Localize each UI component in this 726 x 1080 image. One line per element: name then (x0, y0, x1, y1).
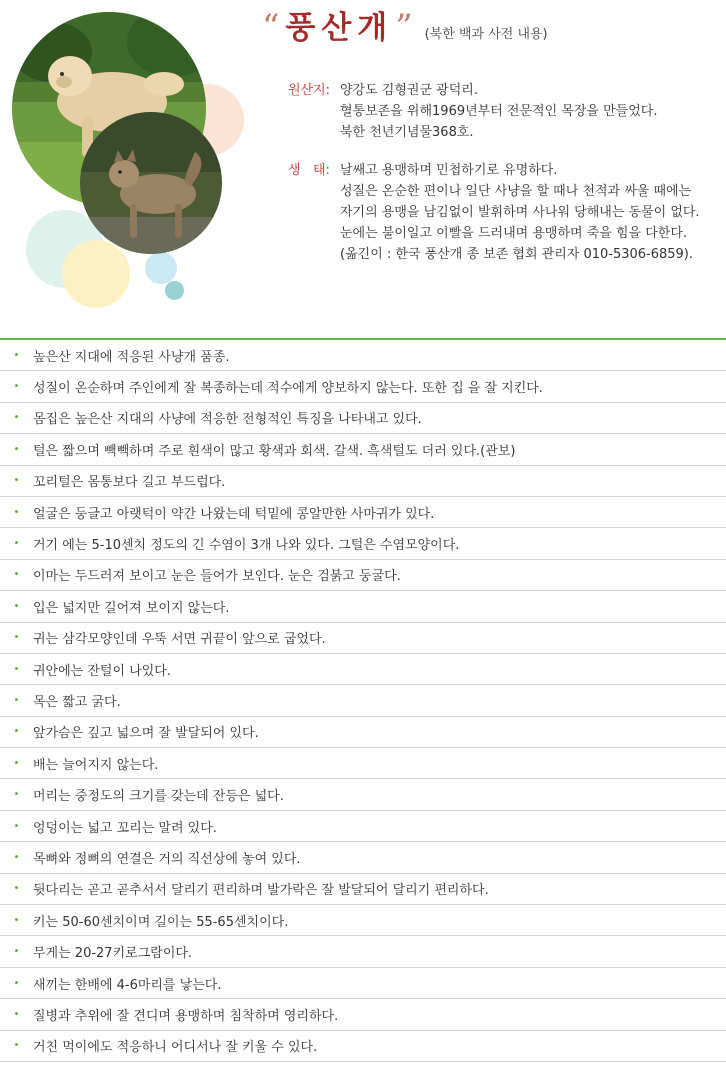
bullet-icon: • (13, 506, 20, 518)
ecology-label: 생 태: (288, 163, 330, 178)
list-item (0, 340, 726, 371)
list-item (0, 371, 726, 402)
list-item (0, 717, 726, 748)
bullet-icon: • (13, 381, 20, 393)
bullet-icon: • (13, 1008, 20, 1020)
open-quote: “ (262, 7, 280, 47)
list-item (0, 874, 726, 905)
ecology-info (288, 160, 726, 270)
header-section (0, 0, 726, 338)
brown-dog-photo (80, 112, 222, 254)
bullet-icon: • (13, 443, 20, 455)
origin-label: 원산지: (288, 83, 331, 98)
bullet-icon: • (13, 632, 20, 644)
ecology-line: 자기의 용맹을 남김없이 발휘하며 사나워 당해내는 동물이 없다. (340, 205, 700, 220)
list-item-text: 귀안에는 잔털이 나있다. (33, 663, 171, 679)
list-item-text: 성질이 온순하며 주인에게 잘 복종하는데 적수에게 양보하지 않는다. 또한 집 을 잘 지킨다. (33, 381, 543, 397)
ecology-line: (옮긴이 : 한국 풍산개 종 보존 협회 관리자 010-5306-6859). (340, 247, 694, 262)
list-item-text: 무게는 20-27키로그람이다. (33, 946, 193, 962)
bullet-icon: • (13, 914, 20, 926)
bullet-icon: • (13, 789, 20, 801)
list-item-text: 귀는 삼각모양인데 우뚝 서면 귀끝이 앞으로 굽었다. (33, 632, 326, 648)
decor-circle-yellow (62, 240, 130, 308)
page-subtitle: (북한 백과 사전 내용) (424, 27, 548, 42)
origin-line: 혈통보존을 위해1969년부터 전문적인 목장을 만들었다. (340, 104, 658, 119)
bullet-icon: • (13, 694, 20, 706)
list-item (0, 842, 726, 873)
title-block (262, 8, 548, 48)
list-item-text: 머리는 중정도의 크기를 갖는데 잔등은 넓다. (33, 789, 284, 805)
list-item (0, 936, 726, 967)
bullet-icon: • (13, 946, 20, 958)
list-item-text: 앞가슴은 깊고 넓으며 잘 발달되어 있다. (33, 726, 259, 742)
list-item (0, 434, 726, 465)
list-item (0, 528, 726, 559)
list-item-text: 이마는 두드러져 보이고 눈은 들어가 보인다. 눈은 검붉고 둥굴다. (33, 569, 401, 585)
ecology-lines (340, 160, 720, 265)
list-item (0, 905, 726, 936)
list-item-text: 거기 에는 5-10센치 정도의 긴 수염이 3개 나와 있다. 그털은 수염모양이다. (33, 538, 460, 554)
list-item (0, 968, 726, 999)
list-item (0, 497, 726, 528)
list-item-text: 새끼는 한배에 4-6마리를 낳는다. (33, 977, 222, 993)
list-item-text: 배는 늘어지지 않는다. (33, 757, 159, 773)
bullet-icon: • (13, 726, 20, 738)
list-item-text: 키는 50-60센치이며 길이는 55-65센치이다. (33, 914, 289, 930)
ecology-line: 성질은 온순한 편이나 일단 사냥을 할 때나 천적과 싸울 때에는 (340, 184, 692, 199)
decor-circle-teal (165, 281, 184, 300)
list-item-text: 뒷다리는 곧고 곧추서서 달리기 편리하며 발가락은 잘 발달되어 달리기 편리하다. (33, 883, 489, 899)
list-item (0, 779, 726, 810)
list-item (0, 466, 726, 497)
decor-circle-lightblue (145, 252, 177, 284)
list-item (0, 748, 726, 779)
list-item-text: 목뼈와 정뼈의 연결은 거의 직선상에 놓여 있다. (33, 851, 301, 867)
bullet-icon: • (13, 538, 20, 550)
list-item-text: 높은산 지대에 적응된 사냥개 품종. (33, 349, 230, 365)
list-item (0, 654, 726, 685)
bullet-icon: • (13, 475, 20, 487)
bullet-icon: • (13, 977, 20, 989)
list-item (0, 623, 726, 654)
list-item-text: 목은 짧고 굵다. (33, 694, 121, 710)
list-item-text: 엉덩이는 넓고 꼬리는 말려 있다. (33, 820, 217, 836)
list-item-text: 거친 먹이에도 적응하니 어디서나 잘 키울 수 있다. (33, 1040, 318, 1056)
bullet-icon: • (13, 820, 20, 832)
ecology-line: 눈에는 불이일고 이빨을 드러내며 용맹하며 죽을 힘을 다한다. (340, 226, 688, 241)
bullet-icon: • (13, 349, 20, 361)
bullet-icon: • (13, 757, 20, 769)
list-item-text: 털은 짧으며 빽빽하며 주로 흰색이 많고 황색과 회색. 갈색. 흑색털도 더러 있다.(관보) (33, 443, 516, 459)
list-item (0, 591, 726, 622)
ecology-line: 날쌔고 용맹하며 민첩하기로 유명하다. (340, 163, 558, 178)
list-item-text: 얼굴은 둥글고 아랫턱이 약간 나왔는데 턱밑에 콩알만한 사마귀가 있다. (33, 506, 435, 522)
list-item-text: 입은 넓지만 길어져 보이지 않는다. (33, 600, 230, 616)
bullet-icon: • (13, 1040, 20, 1052)
origin-line: 북한 천년기념물368호. (340, 125, 474, 140)
list-item (0, 403, 726, 434)
bullet-icon: • (13, 600, 20, 612)
bullet-icon: • (13, 663, 20, 675)
list-item (0, 685, 726, 716)
list-item-text: 질병과 추위에 잘 견디며 용맹하며 침착하며 영리하다. (33, 1008, 339, 1024)
origin-line: 양강도 김형권군 광덕리. (340, 83, 478, 98)
list-item-text: 꼬리털은 몸통보다 길고 부드럽다. (33, 475, 226, 491)
origin-lines (340, 80, 720, 143)
list-item (0, 999, 726, 1030)
bullet-icon: • (13, 851, 20, 863)
origin-info (288, 80, 726, 146)
list-item-text: 몸집은 높은산 지대의 사냥에 적응한 전형적인 특징을 나타내고 있다. (33, 412, 422, 428)
list-item (0, 811, 726, 842)
close-quote: ” (395, 7, 413, 47)
bullet-icon: • (13, 412, 20, 424)
list-item (0, 1031, 726, 1062)
page-title: 풍산개 (285, 10, 394, 46)
trait-list (0, 340, 726, 1062)
list-item (0, 560, 726, 591)
bullet-icon: • (13, 569, 20, 581)
bullet-icon: • (13, 883, 20, 895)
